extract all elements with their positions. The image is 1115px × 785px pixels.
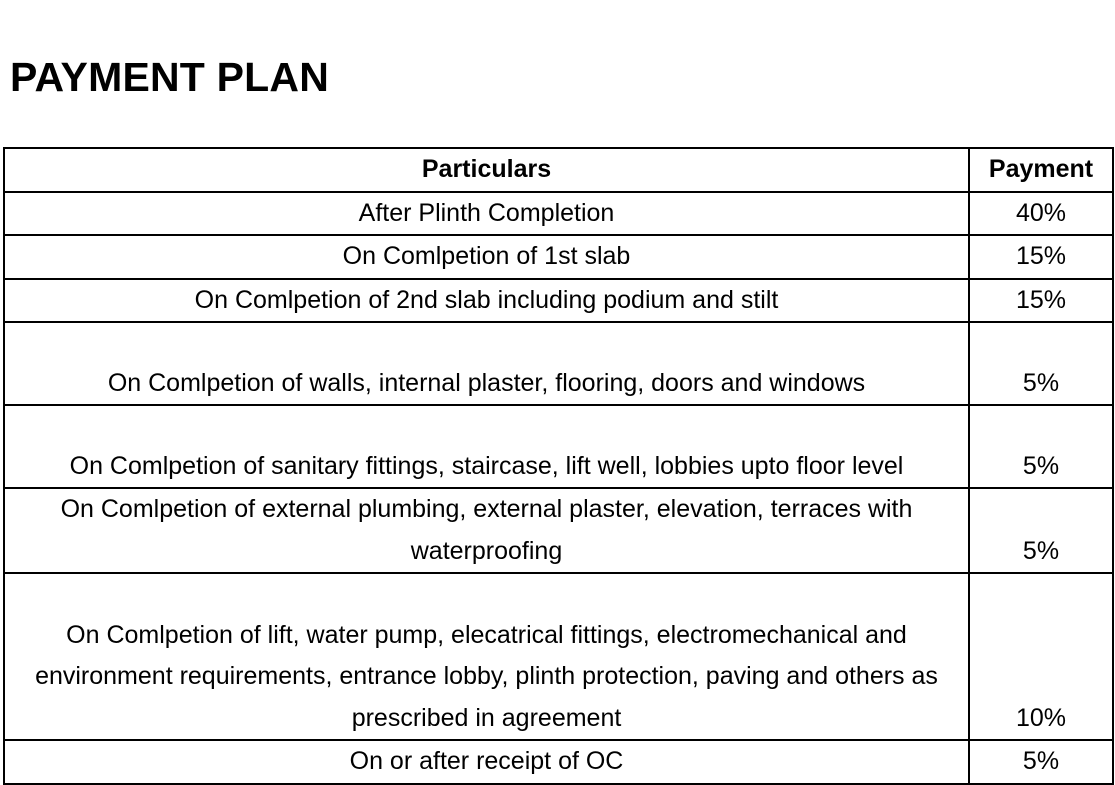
table-row [4,192,1113,236]
payment-cell: 40% [969,192,1113,236]
particular-cell: On Comlpetion of 2nd slab including podium and stilt [4,279,969,323]
payment-cell: 15% [969,279,1113,323]
table-row [4,235,1113,279]
particular-cell: On Comlpetion of sanitary fittings, staircase, lift well, lobbies upto floor level [4,405,969,488]
payment-cell: 15% [969,235,1113,279]
table-header-row [4,148,1113,192]
page-title: PAYMENT PLAN [10,54,330,100]
payment-cell: 5% [969,405,1113,488]
particular-cell: On or after receipt of OC [4,740,969,784]
payment-plan-table [3,147,1114,785]
payment-cell: 10% [969,573,1113,740]
particular-cell: On Comlpetion of 1st slab [4,235,969,279]
particular-cell: On Comlpetion of external plumbing, external plaster, elevation, terraces with waterproofing [4,488,969,573]
particular-cell: On Comlpetion of lift, water pump, elecatrical fittings, electromechanical and environment requirements, entrance lobby, plinth protection, paving and others as prescribed in agreement [4,573,969,740]
table-row [4,740,1113,784]
table-row [4,573,1113,740]
payment-cell: 5% [969,488,1113,573]
particular-cell: After Plinth Completion [4,192,969,236]
header-payment: Payment [969,148,1113,192]
payment-cell: 5% [969,322,1113,405]
table-row [4,322,1113,405]
payment-cell: 5% [969,740,1113,784]
table-row [4,405,1113,488]
table-row [4,488,1113,573]
header-particulars: Particulars [4,148,969,192]
table-row [4,279,1113,323]
particular-cell: On Comlpetion of walls, internal plaster, flooring, doors and windows [4,322,969,405]
